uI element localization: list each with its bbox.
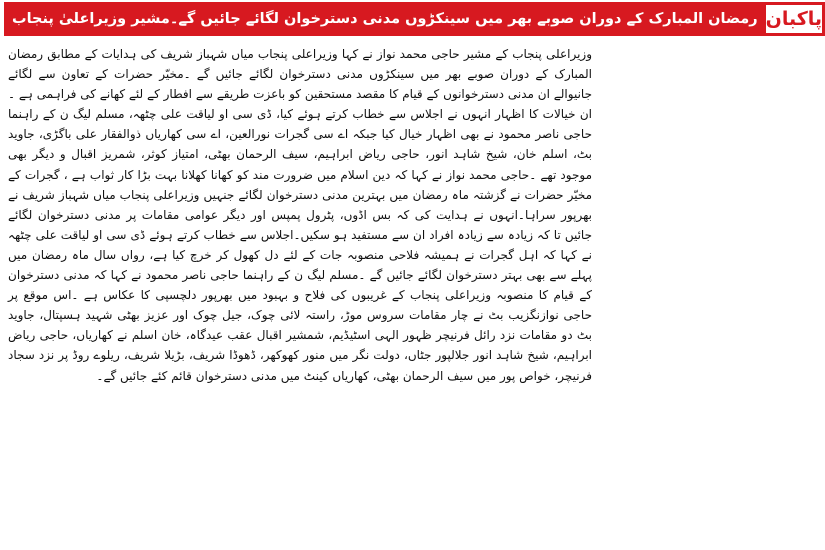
brand-name: پاکبان: [765, 8, 823, 30]
article-paragraph: وزیراعلی پنجاب کے مشیر حاجی محمد نواز نے کہا وزیراعلی پنجاب میاں شہباز شریف کی ہدایات کے مطابق رمضان المبارک کے دوران صوبے بھر میں سینکڑوں مدنی دسترخوان لگائے جائیں گے ۔مخیّر حضرات کے تعاون سے لگائے جانیوالے ان مدنی دسترخوانوں کے قیام کا مقصد مستحقین کو باعزت طریقے سے افطار کے لئے کھانے کی فراہمی ہے ۔ان خیالات کا اظہار انہوں نے اجلاس سے خطاب کرتے ہوئے کیا، ڈی سی او لیاقت علی چٹھہ، مسلم لیگ ن کے راہنما حاجی ناصر محمود نے بھی اظہار خیال کیا جبکہ اے سی گجرات نورالعین، اے سی کھاریاں ذوالفقار علی باگڑی، جاوید بٹ، اسلم خان، شیخ شاہد انور، حاجی ریاض ابراہیم، سیف الرحمان بھٹی، امتیاز کوثر، شمریز اقبال و دیگر بھی موجود تھے ۔حاجی محمد نواز نے کہا کہ دین اسلام میں ضرورت مند کو کھانا کھلانا بہت بڑا کار ثواب ہے ، گجرات کے مخیّر حضرات نے گزشتہ ماہ رمضان میں بہترین مدنی دسترخوان لگائے جنہیں وزیراعلی پنجاب میاں شہباز شریف نے بھرپور سراہا۔انہوں نے ہدایت کی کہ بس اڈوں، پٹرول پمپس اور دیگر عوامی مقامات پر مدنی دسترخوان لگائے جائیں تا کہ زیادہ سے زیادہ افراد ان سے مستفید ہو سکیں۔اجلاس سے خطاب کرتے ہوئے ڈی سی او لیاقت علی چٹھہ نے کہا کہ اہل گجرات نے ہمیشہ فلاحی منصوبہ جات کے لئے دل کھول کر خرچ کیا ہے، رواں سال ماہ رمضان میں پہلے سے بھی بہتر دسترخوان لگائے جائیں گے ۔مسلم لیگ ن کے راہنما حاجی ناصر محمود نے کہا کہ مدنی دسترخوان کے قیام کا منصوبہ وزیراعلی پنجاب کے غریبوں کی فلاح و بہبود میں بھرپور دلچسپی کا عکاس ہے ۔اس موقع پر حاجی نوازنگزیب بٹ نے چار مقامات سروس موڑ، راستہ لائی چوک، جیل چوک اور عزیز بھٹی شہید ہسپتال، جاوید بٹ دو مقامات نزد رائل فرنیچر ظہور الہی اسٹیڈیم، شمشیر اقبال عقب عیدگاہ، خان اسلم نے کھاریاں، حاجی ریاض ابراہیم، شیخ شاہد انور جلالپور جٹاں، دولت نگر میں منور کھوکھر، ڈھوڈا شریف، بڑیلا شریف، ریلوے روڈ پر نزد سجاد فرنیچر، خواص پور میں سیف الرحمان بھٹی، کھاریاں کینٹ میں مدنی دسترخوان قائم کئے جائیں گے۔: [8, 47, 592, 383]
headline-banner: [4, 2, 766, 36]
article-body: [8, 44, 592, 544]
brand-badge: [766, 2, 825, 36]
headline-text: رمضان المبارک کے دوران صوبے بھر میں سینکڑوں مدنی دسترخوان لگائے جائیں گے۔مشیر وزیراعلیٰ پنجاب: [12, 11, 758, 27]
header-bar: [4, 2, 823, 36]
